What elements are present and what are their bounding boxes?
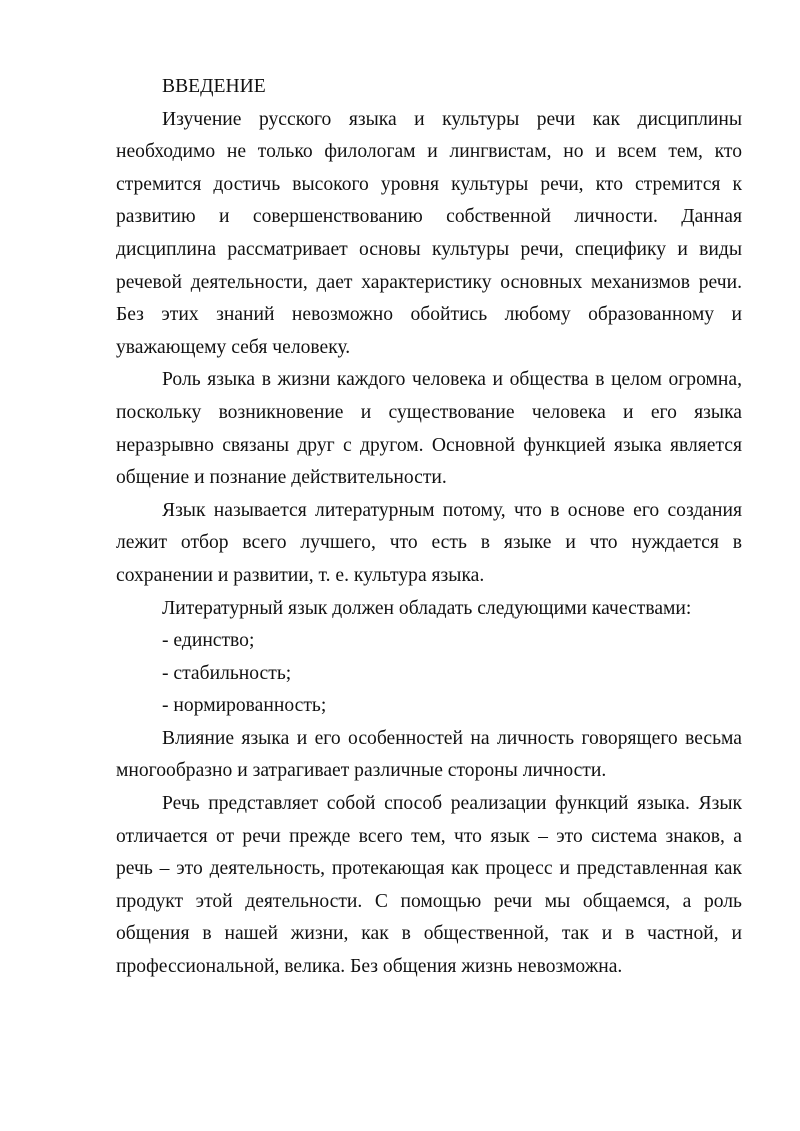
paragraph-speech: Речь представляет собой способ реализации функций языка. Язык отличается от речи прежде всего тем, что язык – это система знаков, а речь – это деятельность, протекающая как процесс и представленная как продукт этой деятельности. С помощью речи мы общаемся, а роль общения в нашей жизни, как в общественной, так и в частной, и профессиональной, велика. Без общения жизнь невозможна. <box>116 793 742 978</box>
document-body <box>116 71 742 984</box>
paragraph-role-of-language: Роль языка в жизни каждого человека и общества в целом огромна, поскольку возникновение и существование человека и его языка неразрывно связаны друг с другом. Основной функцией языка является общение и познание действительности. <box>116 369 742 489</box>
paragraph-influence: Влияние языка и его особенностей на личность говорящего весьма многообразно и затрагивает различные стороны личности. <box>116 727 742 782</box>
list-item-normativity: - нормированность; <box>162 695 327 717</box>
paragraph-qualities-intro: Литературный язык должен обладать следующими качествами: <box>162 597 692 619</box>
paragraph-literary-language: Язык называется литературным потому, что в основе его создания лежит отбор всего лучшего, что есть в языке и что нуждается в сохранении и развитии, т. е. культура языка. <box>116 499 742 586</box>
list-item-unity: - единство; <box>162 630 255 652</box>
list-item-stability: - стабильность; <box>162 662 292 684</box>
section-heading: ВВЕДЕНИЕ <box>162 76 266 97</box>
paragraph-intro: Изучение русского языка и культуры речи как дисциплины необходимо не только филологам и лингвистам, но и всем тем, кто стремится достичь высокого уровня культуры речи, кто стремится к развитию и совершенствованию собственной личности. Данная дисциплина рассматривает основы культуры речи, специфику и виды речевой деятельности, дает характеристику основных механизмов речи. Без этих знаний невозможно обойтись любому образованному и уважающему себя человеку. <box>116 108 742 358</box>
